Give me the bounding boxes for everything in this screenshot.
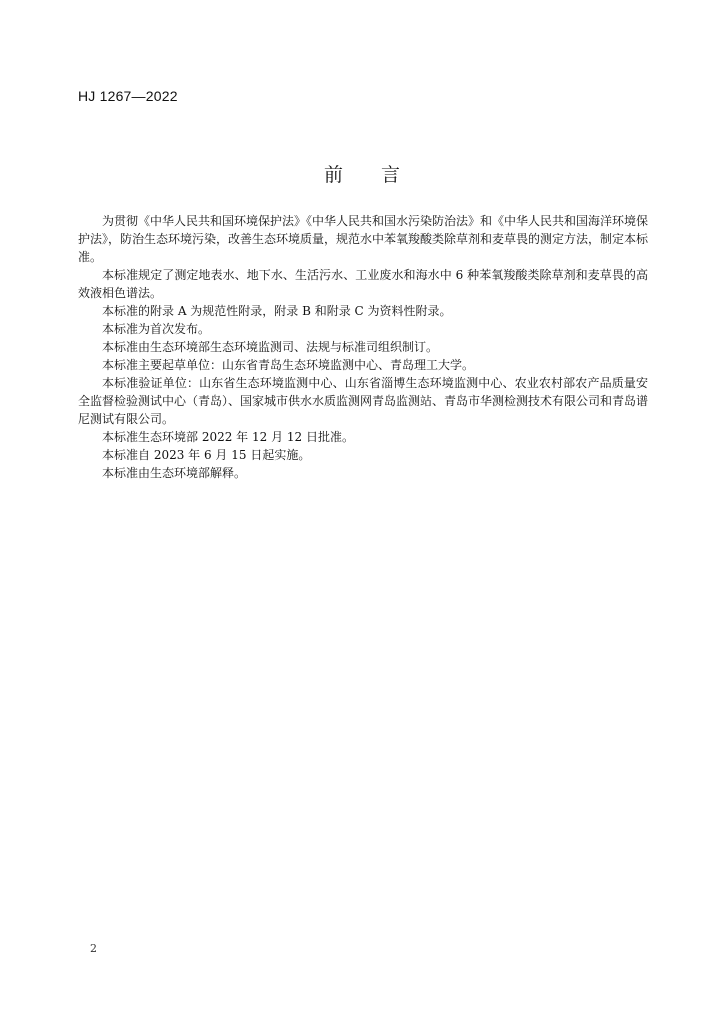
standard-code: HJ 1267—2022 [78, 88, 178, 104]
paragraph: 本标准由生态环境部解释。 [102, 466, 247, 480]
paragraph: 本标准规定了测定地表水、地下水、生活污水、工业废水和海水中 6 种苯氧羧酸类除草剂和麦草畏的高效液相色谱法。 [78, 268, 648, 300]
page-number: 2 [90, 942, 97, 955]
paragraph: 为贯彻《中华人民共和国环境保护法》《中华人民共和国水污染防治法》和《中华人民共和国海洋环境保护法》，防治生态环境污染，改善生态环境质量，规范水中苯氧羧酸类除草剂和麦草畏的测定方法，制定本标准。 [78, 214, 649, 264]
paragraph: 本标准为首次发布。 [102, 322, 211, 336]
paragraph: 本标准生态环境部 2022 年 12 月 12 日批准。 [102, 430, 354, 444]
paragraph: 本标准主要起草单位：山东省青岛生态环境监测中心、青岛理工大学。 [102, 358, 475, 372]
paragraph: 本标准验证单位：山东省生态环境监测中心、山东省淄博生态环境监测中心、农业农村部农产品质量安全监督检验测试中心（青岛）、国家城市供水水质监测网青岛监测站、青岛市华测检测技术有限公司和青岛谱尼测试有限公司。 [78, 376, 649, 426]
paragraph: 本标准由生态环境部生态环境监测司、法规与标准司组织制订。 [102, 340, 439, 354]
paragraph: 本标准自 2023 年 6 月 15 日起实施。 [102, 448, 311, 462]
body-text [78, 212, 648, 482]
page-title: 前言 [323, 164, 438, 186]
paragraph: 本标准的附录 A 为规范性附录，附录 B 和附录 C 为资料性附录。 [102, 304, 452, 318]
